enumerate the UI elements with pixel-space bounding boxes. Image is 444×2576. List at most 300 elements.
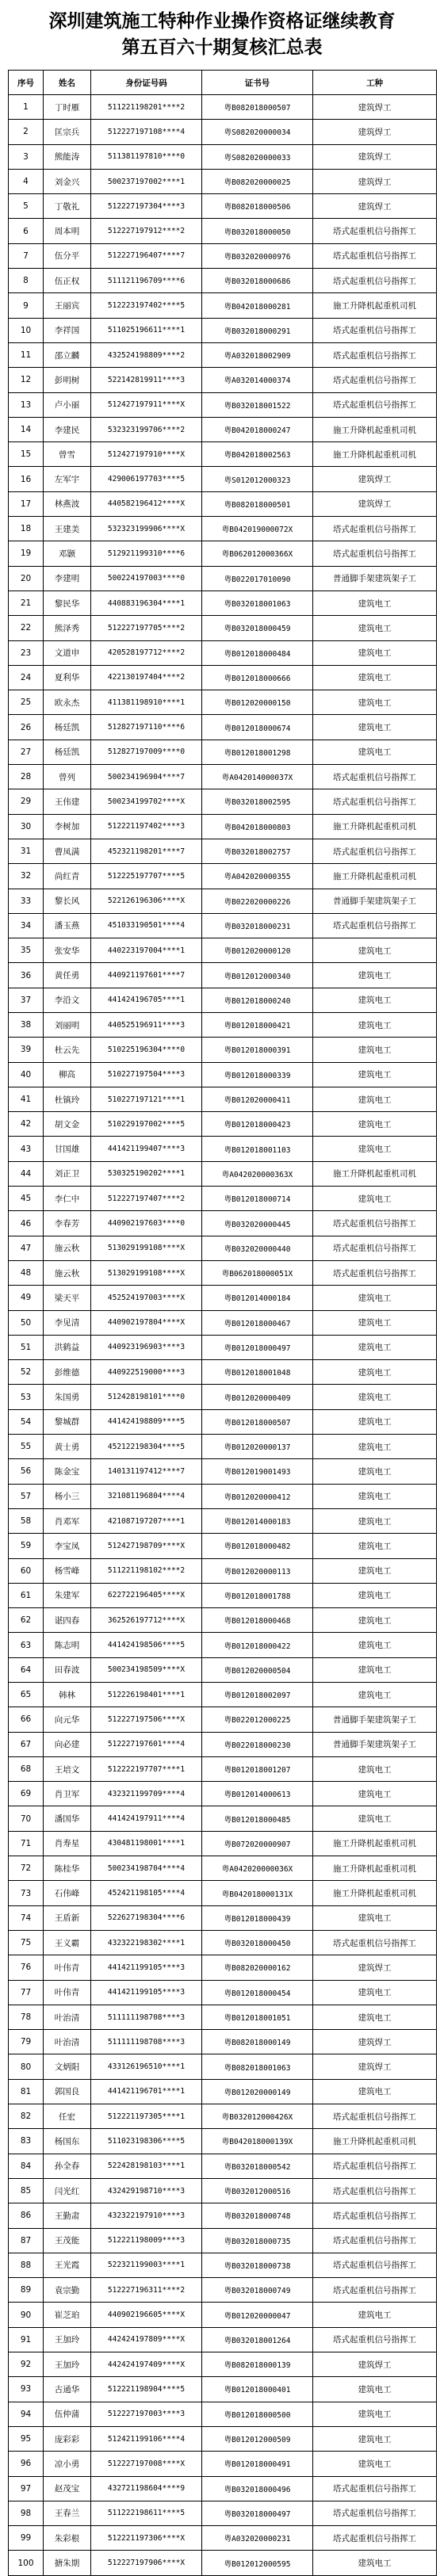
cell-certificate-number: 粤A032014000374 (202, 368, 313, 392)
cell-name: 杨国东 (44, 2129, 91, 2154)
cell-job-type: 建筑电工 (313, 2551, 437, 2575)
table-row (9, 541, 437, 566)
cell-job-type: 建筑电工 (313, 1038, 437, 1062)
table-row (9, 1112, 437, 1137)
cell-certificate-number: 粤B042018000803 (202, 814, 313, 839)
cell-id-number: 500224197003****0 (91, 566, 202, 590)
cell-certificate-number: 粤B012018000468 (202, 1608, 313, 1633)
cell-index: 84 (9, 2154, 44, 2178)
table-row (9, 590, 437, 615)
cell-certificate-number: 粤B032018000496 (202, 2476, 313, 2501)
cell-id-number: 441421199105****3 (91, 1980, 202, 2005)
table-row (9, 1633, 437, 1657)
cell-job-type: 建筑焊工 (313, 194, 437, 219)
cell-index: 10 (9, 318, 44, 342)
cell-job-type: 施工升降机起重机司机 (313, 1161, 437, 1186)
cell-certificate-number: 粤B012020000047 (202, 2303, 313, 2327)
cell-name: 王伟建 (44, 789, 91, 814)
table-row (9, 2104, 437, 2129)
cell-job-type: 塔式起重机信号指挥工 (313, 2104, 437, 2129)
cell-id-number: 512921199310****6 (91, 541, 202, 566)
cell-name: 杨廷凯 (44, 715, 91, 740)
cell-job-type: 施工升降机起重机司机 (313, 417, 437, 441)
cell-id-number: 440921197601****7 (91, 963, 202, 988)
cell-job-type: 建筑电工 (313, 1385, 437, 1409)
cell-id-number: 140131197412****7 (91, 1459, 202, 1484)
table-row (9, 1286, 437, 1310)
cell-index: 18 (9, 517, 44, 541)
cell-job-type: 建筑电工 (313, 1112, 437, 1137)
table-row (9, 2551, 437, 2575)
cell-name: 李仁中 (44, 1187, 91, 1211)
cell-index: 51 (9, 1335, 44, 1359)
cell-index: 62 (9, 1608, 44, 1633)
cell-certificate-number: 粤B012020000137 (202, 1435, 313, 1459)
table-row (9, 144, 437, 169)
cell-id-number: 420528197712****2 (91, 640, 202, 665)
cell-id-number: 432322198302****1 (91, 1930, 202, 1955)
cell-job-type: 塔式起重机信号指挥工 (313, 2253, 437, 2277)
cell-job-type: 施工升降机起重机司机 (313, 1831, 437, 1856)
cell-certificate-number: 粤B082018000507 (202, 95, 313, 120)
cell-job-type: 建筑电工 (313, 1806, 437, 1831)
cell-job-type: 普通脚手架建筑架子工 (313, 1707, 437, 1732)
cell-certificate-number: 粤B032018000459 (202, 616, 313, 640)
cell-certificate-number: 粤B012020000412 (202, 1484, 313, 1508)
cell-job-type: 建筑电工 (313, 1187, 437, 1211)
cell-certificate-number: 粤B032018000686 (202, 269, 313, 293)
cell-job-type: 建筑电工 (313, 590, 437, 615)
table-row (9, 442, 437, 467)
table-row (9, 814, 437, 839)
cell-name: 肖邓军 (44, 1508, 91, 1533)
cell-certificate-number: 粤A042020000036X (202, 1856, 313, 1881)
cell-name: 刘丽明 (44, 1012, 91, 1037)
cell-name: 叶治清 (44, 2005, 91, 2029)
header-id-number: 身份证号码 (91, 71, 202, 95)
table-row (9, 1236, 437, 1260)
cell-certificate-number: 粤B012020000504 (202, 1657, 313, 1682)
cell-index: 16 (9, 467, 44, 491)
cell-name: 朱国勇 (44, 1385, 91, 1409)
cell-name: 李沿文 (44, 988, 91, 1012)
table-row (9, 2005, 437, 2029)
cell-certificate-number: 粤B082018000139 (202, 2352, 313, 2377)
cell-name: 肖卫军 (44, 1782, 91, 1806)
cell-index: 40 (9, 1062, 44, 1087)
cell-name: 叶伟青 (44, 1980, 91, 2005)
table-row (9, 1508, 437, 1533)
cell-index: 47 (9, 1236, 44, 1260)
cell-index: 38 (9, 1012, 44, 1037)
table-row (9, 1534, 437, 1558)
cell-name: 尚红青 (44, 864, 91, 889)
cell-index: 86 (9, 2203, 44, 2228)
cell-id-number: 511023198306****5 (91, 2129, 202, 2154)
cell-certificate-number: 粤B032018000050 (202, 219, 313, 243)
cell-index: 24 (9, 665, 44, 690)
cell-certificate-number: 粤B032018001264 (202, 2327, 313, 2352)
cell-id-number: 452421198105****4 (91, 1881, 202, 1905)
cell-index: 78 (9, 2005, 44, 2029)
cell-id-number: 512227197304****3 (91, 194, 202, 219)
cell-id-number: 430481198001****1 (91, 1831, 202, 1856)
cell-name: 凉小勇 (44, 2452, 91, 2476)
cell-job-type: 建筑电工 (313, 616, 437, 640)
table-row (9, 1583, 437, 1607)
cell-index: 82 (9, 2104, 44, 2129)
cell-certificate-number: 粤B032018000542 (202, 2154, 313, 2178)
cell-id-number: 522627198304****6 (91, 1905, 202, 1930)
cell-certificate-number: 粤B012018001048 (202, 1360, 313, 1385)
table-row (9, 392, 437, 417)
cell-id-number: 440923196903****3 (91, 1335, 202, 1359)
cell-index: 53 (9, 1385, 44, 1409)
cell-name: 郭国良 (44, 2079, 91, 2104)
cell-certificate-number: 粤A042014000037X (202, 765, 313, 789)
cell-index: 23 (9, 640, 44, 665)
cell-id-number: 512428198101****0 (91, 1385, 202, 1409)
cell-id-number: 452321198201****7 (91, 839, 202, 863)
cell-certificate-number: 粤A042020000363X (202, 1161, 313, 1186)
cell-index: 35 (9, 938, 44, 963)
cell-id-number: 511121196709****6 (91, 269, 202, 293)
cell-id-number: 512427198709****X (91, 1534, 202, 1558)
cell-name: 韩林 (44, 1683, 91, 1707)
table-row (9, 2278, 437, 2303)
cell-index: 97 (9, 2476, 44, 2501)
cell-index: 49 (9, 1286, 44, 1310)
cell-id-number: 500234198704****4 (91, 1856, 202, 1881)
cell-certificate-number: 粤B012018000240 (202, 988, 313, 1012)
cell-index: 32 (9, 864, 44, 889)
table-row (9, 1881, 437, 1905)
cell-job-type: 建筑电工 (313, 1137, 437, 1161)
cell-index: 56 (9, 1459, 44, 1484)
cell-job-type: 建筑电工 (313, 1459, 437, 1484)
cell-name: 李建明 (44, 566, 91, 590)
cell-name: 田春波 (44, 1657, 91, 1682)
cell-id-number: 512427197911****X (91, 392, 202, 417)
cell-certificate-number: 粤B012018000391 (202, 1038, 313, 1062)
cell-id-number: 512427197910****X (91, 442, 202, 467)
cell-certificate-number: 粤B022020000226 (202, 889, 313, 913)
cell-certificate-number: 粤B032018000450 (202, 1930, 313, 1955)
cell-name: 赵茂宝 (44, 2476, 91, 2501)
cell-id-number: 512227197906****X (91, 2551, 202, 2575)
cell-id-number: 512227197003****3 (91, 2402, 202, 2426)
cell-certificate-number: 粤B082020000162 (202, 1955, 313, 1980)
cell-id-number: 512221197306****X (91, 2526, 202, 2551)
cell-job-type: 塔式起重机信号指挥工 (313, 1930, 437, 1955)
cell-job-type: 塔式起重机信号指挥工 (313, 2501, 437, 2525)
cell-job-type: 建筑电工 (313, 2303, 437, 2327)
table-row (9, 2079, 437, 2104)
cell-job-type: 建筑电工 (313, 988, 437, 1012)
table-row (9, 1335, 437, 1359)
cell-name: 袁宗勤 (44, 2278, 91, 2303)
cell-name: 谌四春 (44, 1608, 91, 1633)
cell-job-type: 建筑电工 (313, 1633, 437, 1657)
table-row (9, 1435, 437, 1459)
cell-index: 64 (9, 1657, 44, 1682)
table-row (9, 1806, 437, 1831)
cell-job-type: 建筑电工 (313, 2079, 437, 2104)
cell-certificate-number: 粤B042018000139X (202, 2129, 313, 2154)
cell-name: 曹凤满 (44, 839, 91, 863)
header-name: 姓名 (44, 71, 91, 95)
cell-job-type: 建筑电工 (313, 2377, 437, 2402)
table-header-row (9, 71, 437, 95)
cell-id-number: 530325190202****1 (91, 1161, 202, 1186)
cell-name: 丁时雁 (44, 95, 91, 120)
cell-index: 72 (9, 1856, 44, 1881)
table-row (9, 2452, 437, 2476)
cell-job-type: 建筑电工 (313, 1508, 437, 1533)
cell-certificate-number: 粤B032020000440 (202, 1236, 313, 1260)
table-row (9, 243, 437, 268)
cell-id-number: 512227197008****X (91, 2452, 202, 2476)
cell-certificate-number: 粤B012018000339 (202, 1062, 313, 1087)
cell-job-type: 施工升降机起重机司机 (313, 2129, 437, 2154)
table-row (9, 2203, 437, 2228)
cell-name: 王茂能 (44, 2228, 91, 2253)
cell-job-type: 塔式起重机信号指挥工 (313, 541, 437, 566)
cell-id-number: 441424198506****5 (91, 1633, 202, 1657)
cell-job-type: 建筑焊工 (313, 467, 437, 491)
cell-certificate-number: 粤B012020000113 (202, 1558, 313, 1583)
table-row (9, 1038, 437, 1062)
cell-job-type: 塔式起重机信号指挥工 (313, 2228, 437, 2253)
cell-job-type: 建筑电工 (313, 1286, 437, 1310)
cell-id-number: 411381198910****1 (91, 690, 202, 715)
cell-certificate-number: 粤B012020000120 (202, 938, 313, 963)
cell-certificate-number: 粤B012019001493 (202, 1459, 313, 1484)
cell-certificate-number: 粤S082020000033 (202, 144, 313, 169)
table-row (9, 665, 437, 690)
cell-certificate-number: 粤B012018001207 (202, 1756, 313, 1781)
cell-certificate-number: 粤B012018000454 (202, 1980, 313, 2005)
cell-id-number: 440883196304****1 (91, 590, 202, 615)
cell-index: 4 (9, 169, 44, 193)
cell-name: 黄任勇 (44, 963, 91, 988)
cell-name: 王建美 (44, 517, 91, 541)
cell-index: 36 (9, 963, 44, 988)
table-row (9, 2030, 437, 2054)
header-index: 序号 (9, 71, 44, 95)
cell-job-type: 建筑电工 (313, 690, 437, 715)
cell-certificate-number: 粤B032018000497 (202, 2501, 313, 2525)
cell-name: 柳高 (44, 1062, 91, 1087)
cell-certificate-number: 粤B032018000231 (202, 913, 313, 938)
table-row (9, 1385, 437, 1409)
cell-index: 93 (9, 2377, 44, 2402)
cell-certificate-number: 粤B032018000738 (202, 2253, 313, 2277)
table-row (9, 2129, 437, 2154)
table-row (9, 1187, 437, 1211)
cell-name: 邵立麟 (44, 342, 91, 367)
cell-certificate-number: 粤B012018000714 (202, 1187, 313, 1211)
cell-id-number: 512223197402****5 (91, 293, 202, 318)
cell-id-number: 451033190501****4 (91, 913, 202, 938)
cell-job-type: 建筑电工 (313, 2005, 437, 2029)
cell-id-number: 440223197004****1 (91, 938, 202, 963)
cell-job-type: 塔式起重机信号指挥工 (313, 392, 437, 417)
cell-id-number: 440525196911****3 (91, 1012, 202, 1037)
cell-certificate-number: 粤S012012000323 (202, 467, 313, 491)
cell-job-type: 塔式起重机信号指挥工 (313, 2476, 437, 2501)
cell-certificate-number: 粤B022017010090 (202, 566, 313, 590)
table-row (9, 342, 437, 367)
cell-index: 65 (9, 1683, 44, 1707)
cell-name: 王盾新 (44, 1905, 91, 1930)
cell-certificate-number: 粤S082020000034 (202, 120, 313, 144)
cell-name: 闫光红 (44, 2178, 91, 2203)
cell-index: 60 (9, 1558, 44, 1583)
cell-index: 21 (9, 590, 44, 615)
cell-index: 75 (9, 1930, 44, 1955)
cell-name: 施云秋 (44, 1236, 91, 1260)
cell-certificate-number: 粤B012020000411 (202, 1087, 313, 1111)
cell-id-number: 512227196311****2 (91, 2278, 202, 2303)
cell-name: 庞彩彩 (44, 2426, 91, 2451)
cell-id-number: 442424197809****X (91, 2327, 202, 2352)
cell-certificate-number: 粤B032018000735 (202, 2228, 313, 2253)
cell-index: 79 (9, 2030, 44, 2054)
cell-certificate-number: 粤B042018000131X (202, 1881, 313, 1905)
cell-id-number: 452524197003****X (91, 1286, 202, 1310)
title-line-2: 第五百六十期复核汇总表 (121, 36, 323, 58)
cell-job-type: 建筑电工 (313, 1360, 437, 1385)
table-row (9, 1980, 437, 2005)
cell-name: 伍仲蒲 (44, 2402, 91, 2426)
cell-job-type: 建筑电工 (313, 2426, 437, 2451)
cell-job-type: 塔式起重机信号指挥工 (313, 1260, 437, 1285)
cell-id-number: 511221198201****2 (91, 95, 202, 120)
cell-index: 11 (9, 342, 44, 367)
cell-index: 54 (9, 1409, 44, 1434)
cell-index: 15 (9, 442, 44, 467)
cell-id-number: 512227197407****2 (91, 1187, 202, 1211)
table-row (9, 517, 437, 541)
cell-job-type: 施工升降机起重机司机 (313, 814, 437, 839)
cell-name: 王丽宾 (44, 293, 91, 318)
cell-job-type: 建筑焊工 (313, 1955, 437, 1980)
cell-certificate-number: 粤B012018001788 (202, 1583, 313, 1607)
table-row (9, 2526, 437, 2551)
cell-index: 76 (9, 1955, 44, 1980)
cell-name: 欧永杰 (44, 690, 91, 715)
cell-name: 胡文金 (44, 1112, 91, 1137)
table-row (9, 1608, 437, 1633)
cell-id-number: 512227196407****7 (91, 243, 202, 268)
cell-index: 25 (9, 690, 44, 715)
cell-index: 57 (9, 1484, 44, 1508)
table-row (9, 1831, 437, 1856)
cell-index: 73 (9, 1881, 44, 1905)
cell-job-type: 普通脚手架建筑架子工 (313, 566, 437, 590)
cell-id-number: 512227197601****4 (91, 1732, 202, 1756)
table-row (9, 219, 437, 243)
cell-certificate-number: 粤B012018000467 (202, 1310, 313, 1335)
table-row (9, 1856, 437, 1881)
cell-job-type: 建筑电工 (313, 1583, 437, 1607)
table-row (9, 913, 437, 938)
cell-index: 41 (9, 1087, 44, 1111)
cell-id-number: 511221198102****2 (91, 1558, 202, 1583)
header-job-type: 工种 (313, 71, 437, 95)
cell-certificate-number: 粤B032012000426X (202, 2104, 313, 2129)
cell-certificate-number: 粤B022012000225 (202, 1707, 313, 1732)
cell-job-type: 建筑电工 (313, 1782, 437, 1806)
cell-index: 3 (9, 144, 44, 169)
cell-job-type: 塔式起重机信号指挥工 (313, 219, 437, 243)
table-row (9, 938, 437, 963)
cell-name: 周本明 (44, 219, 91, 243)
cell-certificate-number: 粤B012020000149 (202, 2079, 313, 2104)
cell-job-type: 普通脚手架建筑架子工 (313, 1732, 437, 1756)
cell-name: 施云秋 (44, 1260, 91, 1285)
cell-name: 甘国雄 (44, 1137, 91, 1161)
cell-index: 31 (9, 839, 44, 863)
table-row (9, 1012, 437, 1037)
cell-index: 5 (9, 194, 44, 219)
cell-id-number: 512226198401****1 (91, 1683, 202, 1707)
cell-certificate-number: 粤B012018000484 (202, 640, 313, 665)
cell-name: 王义霸 (44, 1930, 91, 1955)
cell-job-type: 塔式起重机信号指挥工 (313, 243, 437, 268)
cell-name: 王加玲 (44, 2352, 91, 2377)
cell-id-number: 512222197707****1 (91, 1756, 202, 1781)
cell-name: 曾列 (44, 765, 91, 789)
cell-job-type: 建筑电工 (313, 938, 437, 963)
cell-job-type: 建筑电工 (313, 1683, 437, 1707)
cell-index: 42 (9, 1112, 44, 1137)
table-row (9, 417, 437, 441)
cell-id-number: 422130197404****2 (91, 665, 202, 690)
cell-id-number: 522126196306****X (91, 889, 202, 913)
cell-name: 林燕波 (44, 491, 91, 516)
table-row (9, 1558, 437, 1583)
cell-name: 王光霞 (44, 2253, 91, 2277)
cell-certificate-number: 粤B012020000150 (202, 690, 313, 715)
cell-id-number: 512827197110****6 (91, 715, 202, 740)
cell-name: 陈金宝 (44, 1459, 91, 1484)
cell-job-type: 塔式起重机信号指挥工 (313, 1236, 437, 1260)
table-row (9, 2303, 437, 2327)
cell-job-type: 塔式起重机信号指挥工 (313, 765, 437, 789)
cell-id-number: 522428198103****1 (91, 2154, 202, 2178)
cell-certificate-number: 粤B062012000366X (202, 541, 313, 566)
cell-job-type: 建筑焊工 (313, 491, 437, 516)
cell-certificate-number: 粤B012018000482 (202, 1534, 313, 1558)
cell-job-type: 塔式起重机信号指挥工 (313, 2278, 437, 2303)
cell-index: 88 (9, 2253, 44, 2277)
table-row (9, 467, 437, 491)
cell-certificate-number: 粤B032018000749 (202, 2278, 313, 2303)
cell-id-number: 532323199706****2 (91, 417, 202, 441)
cell-job-type: 塔式起重机信号指挥工 (313, 368, 437, 392)
cell-index: 26 (9, 715, 44, 740)
cell-index: 34 (9, 913, 44, 938)
cell-id-number: 321081196804****4 (91, 1484, 202, 1508)
table-row (9, 2327, 437, 2352)
table-row (9, 2178, 437, 2203)
cell-job-type: 施工升降机起重机司机 (313, 864, 437, 889)
cell-id-number: 512227197912****2 (91, 219, 202, 243)
cell-id-number: 500237197002****1 (91, 169, 202, 193)
cell-certificate-number: 粤B042019000072X (202, 517, 313, 541)
